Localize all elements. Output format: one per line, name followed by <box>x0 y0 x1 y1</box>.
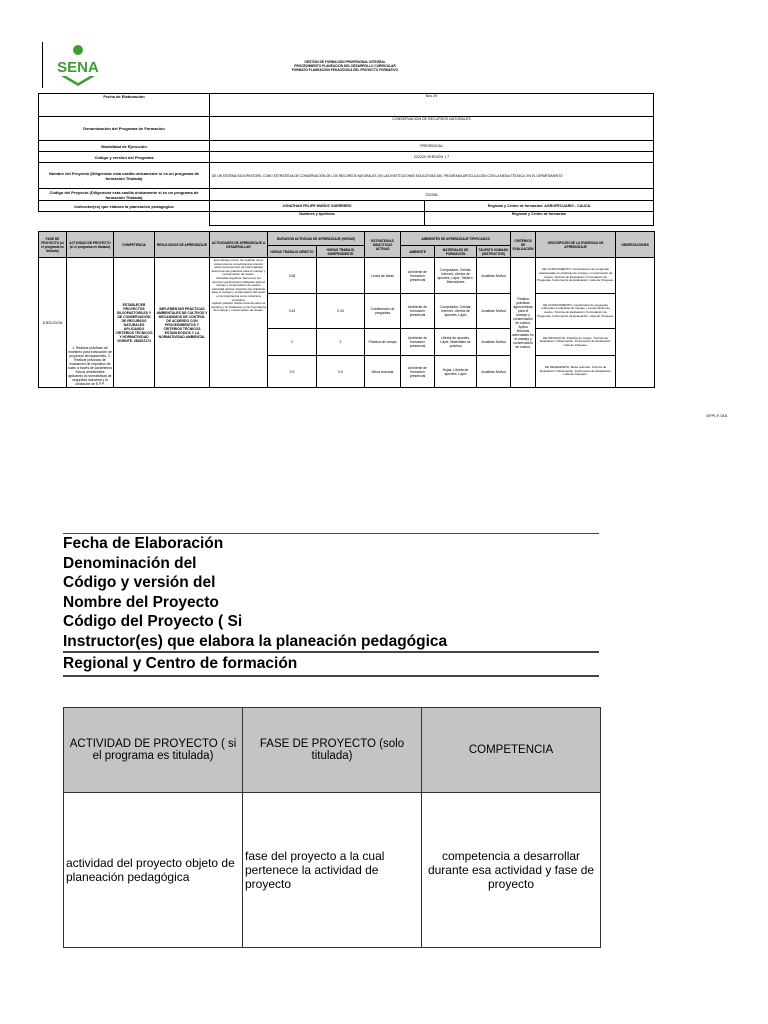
cell-directo: 0.08 <box>268 258 317 294</box>
cell-directo: 0.5 <box>268 356 317 388</box>
zoom-th-actividad: ACTIVIDAD DE PROYECTO ( si el programa es titulada) <box>64 708 243 793</box>
sena-logo-mark <box>43 42 113 88</box>
fecha-label: Fecha de Elaboración <box>39 94 210 117</box>
cell-estrategia: Lluvia de ideas <box>365 258 401 294</box>
cell-actividades <box>210 258 268 388</box>
denominacion-label: Denominación del Programa de Formación <box>39 117 210 141</box>
modalidad-value: PRESENCIAL <box>210 141 654 152</box>
page-code: GFPI-F-016 <box>706 413 728 418</box>
cell-ambiente: Ambiente de formación presencial <box>401 294 435 329</box>
codigo-proyecto-value: 222256 <box>210 189 654 201</box>
th-duracion: DURACIÓN ACTIVIDAD DE APRENDIZAJE (HORAS) <box>268 232 365 246</box>
zoom-label-denominacion: Denominación del <box>63 554 197 572</box>
table-row <box>64 793 601 948</box>
zoom-labels <box>63 534 599 677</box>
cell-evidencia: DE DESEMPEÑO: Mesa redonda. Técnica de Evaluación: Observación. Instrumento de Evaluación: Lista de Chequeo. <box>536 356 616 388</box>
nombre-proyecto-label: Nombre del Proyecto (Diligenciar esta casilla únicamente si es un programa de formación Titulada) <box>39 163 210 189</box>
zoom-label-nombre: Nombre del Proyecto <box>63 593 219 611</box>
cell-indep: 2 <box>317 329 365 356</box>
th-materiales: MATERIALES DE FORMACIÓN <box>435 246 477 258</box>
form-info-table <box>38 93 654 226</box>
instructor-value: JONATHAN FELIPE MUÑOZ GUERRERO <box>210 201 425 212</box>
cell-competencia: ESTABLECER PROYECTOS SILVOPASTORILES Y DE CONSERVACIÓN DE RECURSOS NATURALES APLICANDO CRITERIOS TÉCNICOS Y NORMATIVIDAD VIGENTE. 283202173 <box>114 258 155 388</box>
th-resultados: RESULTADOS DE APRENDIZAJE <box>155 232 210 258</box>
modalidad-label: Modalidad de Ejecución <box>39 141 210 152</box>
th-observaciones: OBSERVACIONES <box>616 232 655 258</box>
cell-materiales: Computador, Celular, Internet, Libreta de apuntes, Lápiz <box>435 294 477 329</box>
cell-ambiente: Ambiente de formación presencial <box>401 356 435 388</box>
cell-fase: EJECUCIÓN <box>39 258 67 388</box>
cell-indep <box>317 258 365 294</box>
actividad-4: Aptitud práctica: Mesa redonda sobre la siembra y la instalación en la importancia del manejo y conservación de suelos. <box>211 301 266 313</box>
cell-ambiente: Ambiente de formación presencial <box>401 329 435 356</box>
cell-observaciones <box>616 258 655 388</box>
cell-estrategia: Cuestionario de preguntas <box>365 294 401 329</box>
header-title-1: GESTIÓN DE FORMACIÓN PROFESIONAL INTEGRAL <box>304 60 386 64</box>
cell-materiales: Hojas, Libreta de apuntes, Lápiz <box>435 356 477 388</box>
cell-directo: 2 <box>268 329 317 356</box>
th-ambiente: AMBIENTE <box>401 246 435 258</box>
zoom-th-fase: FASE DE PROYECTO (solo titulada) <box>243 708 422 793</box>
regional-label: Regional y Centro de formación <box>425 212 654 226</box>
codigo-programa-label: Código y versión del Programa <box>39 152 210 163</box>
zoom-cell-fase: fase del proyecto a la cual pertenece la actividad de proyecto <box>243 793 422 948</box>
actividad-3: Actividad teórica: Describe las prácticas para el manejo y conservación del suelo en la importancia como cobertura ecológica. <box>211 286 266 302</box>
zoom-label-instructor: Instructor(es) que elabora la planeación pedagógica <box>63 632 448 650</box>
th-horas-indep: HORAS TRABAJO INDEPENDIENTE <box>317 246 365 258</box>
cell-evidencia: DE CONOCIMIENTO: Conclusiones de preguntas relacionadas en prácticas de manejo y conservación de suelos. Técnica de Evaluación: Formulación de Preguntas. Instrumento de Evaluación: Lista de Chequeo. <box>536 258 616 294</box>
table-row <box>39 258 655 294</box>
cell-ambiente: Ambiente de formación presencial <box>401 258 435 294</box>
th-competencia: COMPETENCIA <box>114 232 155 258</box>
zoom-label-regional: Regional y Centro de formación <box>63 651 599 677</box>
th-horas-directo: HORAS TRABAJO DIRECTO <box>268 246 317 258</box>
zoom-cell-competencia: competencia a desarrollar durante esa actividad y fase de proyecto <box>422 793 601 948</box>
cell-talento: Jonathan Muñoz <box>477 258 511 294</box>
logo-text: SENA <box>57 59 99 76</box>
th-talento: TALENTO HUMANO (INSTRUCTOR) <box>477 246 511 258</box>
cell-estrategia: Práctica de campo <box>365 329 401 356</box>
denominacion-value: CONSERVACIÓN DE RECURSOS NATURALES <box>210 117 654 141</box>
zoom-label-fecha: Fecha de Elaboración <box>63 535 224 552</box>
planning-table <box>38 231 655 388</box>
cell-resultados: IMPLEMENTAR PRÁCTICAS AMBIENTALES DE CULTIVOS Y MECANISMOS DE CONTROL DE ACUERDO CON PROCEDIMIENTOS Y CRITERIOS TÉCNICOS ESTABLECIDOS Y LA NORMATIVIDAD AMBIENTAL <box>155 258 210 388</box>
fecha-value: Nov 29 <box>210 94 654 117</box>
codigo-programa-value: 222220 VERSIÓN 1 7 <box>210 152 654 163</box>
cell-materiales: Libreta de apuntes, Lápiz, Materiales de práctica <box>435 329 477 356</box>
zoom-label-codigo: Código y versión del <box>63 574 216 591</box>
instructor-label: Instructor(es) que elabora la planeación pedagógica <box>39 201 210 212</box>
document-header <box>230 60 460 73</box>
header-title-2: PROCEDIMIENTO PLANEACIÓN DEL DESARROLLO CURRICULAR <box>294 64 396 69</box>
zoom-table <box>63 707 601 948</box>
th-ambientes: AMBIENTES DE APRENDIZAJE TIPIFICADOS <box>401 232 511 246</box>
nombres-label: Nombres y Apellidos <box>210 212 425 226</box>
th-actividad: ACTIVIDAD DE PROYECTO (si el programa es titulado) <box>67 232 114 258</box>
cell-actividad: 1. Realizar prácticas de muestreo para evaluación de proyectos silvopastoriles. 2. Realizar prácticas de evaluación de requisitos de suelo a través de parámetros físicos ambientales aplicando la normatividad de seguridad industrial y la utilización de E.P.P. <box>67 258 114 388</box>
cell-indep: 0.43 <box>317 294 365 329</box>
th-evidencia: DESCRIPCIÓN DE LA EVIDENCIA DE APRENDIZAJE <box>536 232 616 258</box>
sena-logo <box>42 42 113 88</box>
cell-indep: 0.5 <box>317 356 365 388</box>
actividad-1: Aprendizaje previo: Se realizan como referencia los conocimientos previos sobre la prevención de interrogantes acerca de las prácticas para el manejo y conservación de suelos. <box>211 258 266 277</box>
zoom-label-codigo-proyecto: Código del Proyecto ( Si <box>63 613 243 630</box>
cell-talento: Jonathan Muñoz <box>477 329 511 356</box>
header-title-3: FORMATO PLANEACIÓN PEDAGÓGICA DEL PROYECTO FORMATIVO <box>291 68 398 73</box>
cell-criterios: Realiza prácticas agronómicas para el manejo y conservación de suelos. Aplica técnicas adecuadas en el manejo y conservación de suelos. <box>511 258 536 388</box>
cell-directo: 0.43 <box>268 294 317 329</box>
cell-evidencia: DE PRODUCTO: Práctica de campo. Técnica de Evaluación: Observación. Instrumento de Evaluación: Lista de Chequeo. <box>536 329 616 356</box>
th-estrategias: ESTRATEGIAS DIDÁCTICAS ACTIVAS <box>365 232 401 258</box>
codigo-proyecto-label: Código del Proyecto (Diligenciar esta casilla únicamente si es un programa de formación Titulada) <box>39 189 210 201</box>
nombre-proyecto-value: DE UN SISTEMA SILVOPASTORIL COMO ESTRATEGIA DE CONSERVACIÓN DE LOS RECURSOS NATURALES, EN LAS INSTITUCIONES EDUCATIVAS DEL PROGRAMA ARTICULACIÓN CON LA MEDIA TÉCNICA, EN EL DEPARTAMENTO <box>210 163 654 189</box>
regional-value: Regional y Centro de formación: AGROPECUARIO - CAUCA <box>425 201 654 212</box>
actividad-2: Actividad cognitiva: Reconoce los términos agronómicos utilizados para el manejo y conservación de suelos. <box>212 275 265 288</box>
cell-talento: Jonathan Muñoz <box>477 294 511 329</box>
cell-talento: Jonathan Muñoz <box>477 356 511 388</box>
cell-materiales: Computador, Celular, Internet, Libreta de apuntes, Lápiz, Tablero, Marcadores <box>435 258 477 294</box>
cell-evidencia: DE CONOCIMIENTO: cuestionario de preguntas referentes a prácticas de manejo y conservación de suelos. Técnica de Evaluación: Formulación de Preguntas. Instrumento de Evaluación: Lista de Chequeo. <box>536 294 616 329</box>
th-fase: FASE DE PROYECTO (si el programa es titulado) <box>39 232 67 258</box>
zoom-th-competencia: COMPETENCIA <box>422 708 601 793</box>
th-criterios: CRITERIOS DE EVALUACIÓN <box>511 232 536 258</box>
cell-estrategia: Mesa redonda <box>365 356 401 388</box>
th-actividades: ACTIVIDADES DE APRENDIZAJE A DESARROLLAR <box>210 232 268 258</box>
zoom-cell-actividad: actividad del proyecto objeto de planeación pedagógica <box>64 793 243 948</box>
